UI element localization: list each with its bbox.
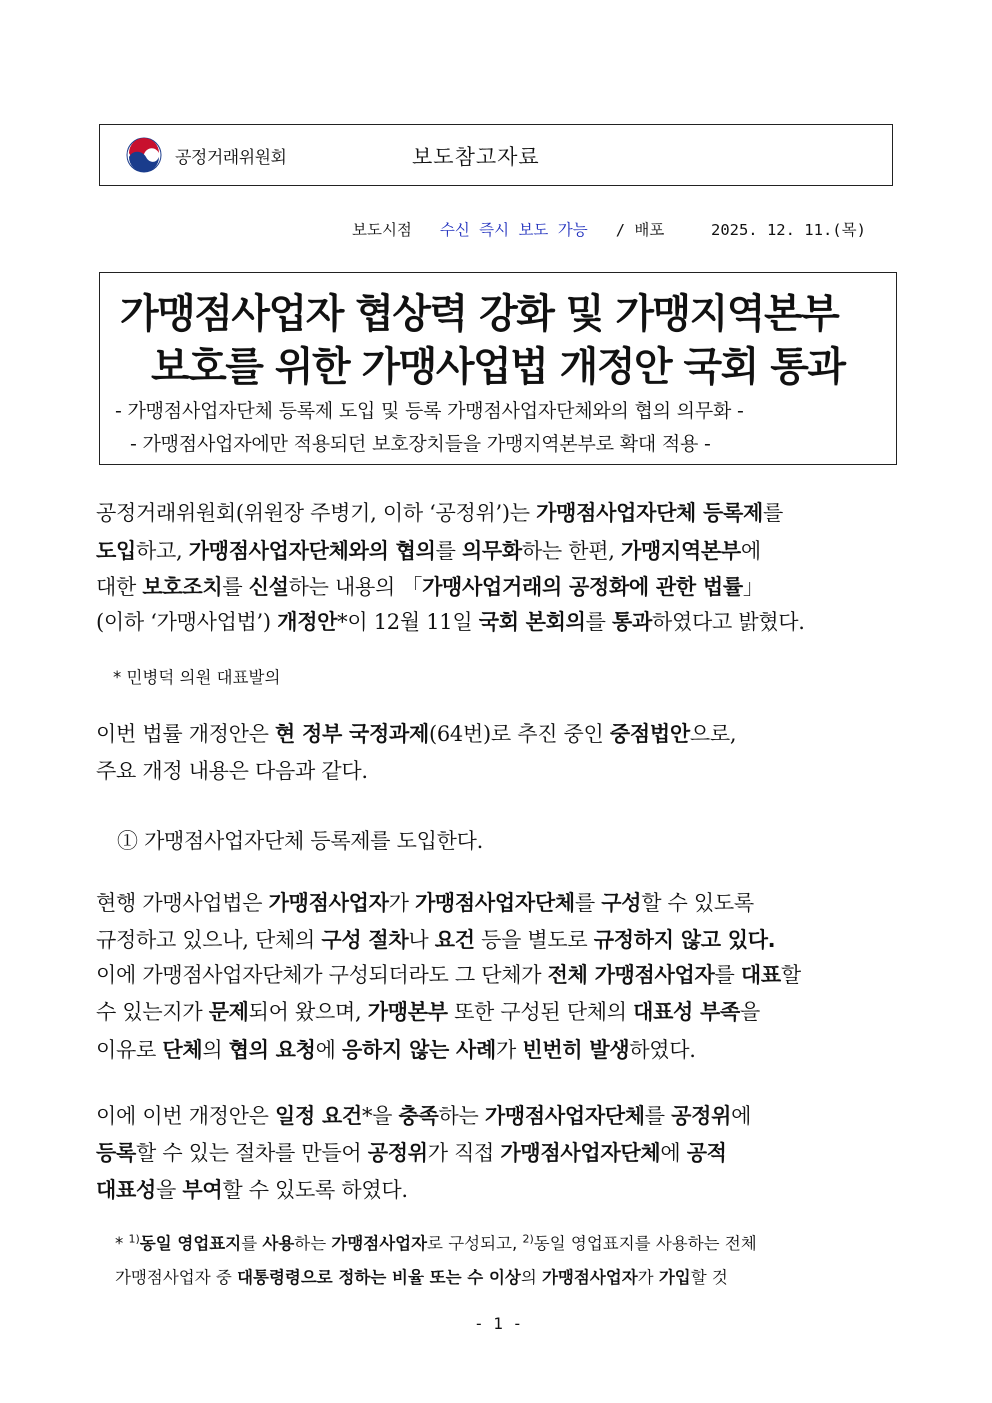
plain-text: 를 xyxy=(241,1234,263,1253)
title-line-1: 가맹점사업자 협상력 강화 및 가맹지역본부 xyxy=(120,291,839,337)
emphasis-text: 대통령령으로 정하는 비율 또는 수 이상 xyxy=(237,1268,521,1287)
text-line xyxy=(96,577,764,598)
emphasis-text: 가맹점사업자 xyxy=(268,891,389,915)
plain-text: 하는 내용의 「 xyxy=(288,575,423,599)
text-line xyxy=(96,761,368,782)
emphasis-text: 보호조치 xyxy=(142,575,223,599)
release-date: 2025. 12. 11.(목) xyxy=(710,221,866,239)
plain-text: 되어 왔으며, xyxy=(248,1000,368,1024)
emphasis-text: 통과 xyxy=(612,610,653,634)
emphasis-text: 문제 xyxy=(208,1000,249,1024)
emphasis-text: 충족 xyxy=(398,1104,439,1128)
emphasis-text: 빈번히 발생 xyxy=(522,1038,630,1062)
release-info xyxy=(352,218,866,240)
plain-text: 또한 구성된 단체의 xyxy=(447,1000,634,1024)
plain-text: 할 것 xyxy=(690,1268,728,1287)
plain-text: 의 xyxy=(202,1038,229,1062)
plain-text: 하는 한편, xyxy=(521,539,621,563)
text-line xyxy=(96,503,783,524)
text-line xyxy=(96,541,761,562)
plain-text: 대한 xyxy=(96,575,143,599)
plain-text: 등을 별도로 xyxy=(474,928,594,952)
emphasis-text: 가맹점사업자단체 xyxy=(484,1104,645,1128)
text-line xyxy=(96,1002,760,1023)
footnote-marker: 2) xyxy=(522,1232,534,1246)
plain-text: 를 xyxy=(714,963,741,987)
emphasis-text: 신설 xyxy=(248,575,289,599)
government-emblem-icon xyxy=(125,136,163,174)
plain-text: 가 xyxy=(637,1268,659,1287)
text-line xyxy=(96,893,754,914)
emphasis-text: 동일 영업표지 xyxy=(139,1234,242,1253)
emphasis-text: 협의 요청 xyxy=(228,1038,316,1062)
emphasis-text: 가맹점사업자단체 xyxy=(414,891,575,915)
plain-text: 이유로 xyxy=(96,1038,163,1062)
emphasis-text: 가맹지역본부 xyxy=(620,539,741,563)
plain-text: 하는 xyxy=(294,1234,332,1253)
emphasis-text: 가맹사업거래의 공정화에 관한 법률 xyxy=(422,575,743,599)
emphasis-text: 응하지 않는 사례 xyxy=(342,1038,496,1062)
plain-text: 가 xyxy=(495,1038,523,1062)
emphasis-text: 사용 xyxy=(262,1234,295,1253)
plain-text: 에 xyxy=(740,539,761,563)
section-heading-1: ① 가맹점사업자단체 등록제를 도입한다. xyxy=(117,829,483,853)
plain-text: 에 xyxy=(660,1141,687,1165)
emphasis-text: 가맹점사업자단체 등록제 xyxy=(536,501,764,525)
plain-text: 동일 영업표지를 사용하는 전체 xyxy=(533,1234,757,1253)
text-line xyxy=(96,1180,408,1201)
plain-text: 가맹점사업자 중 xyxy=(115,1268,238,1287)
text-line xyxy=(96,930,775,951)
text-line xyxy=(96,965,801,986)
plain-text: 하고, xyxy=(135,539,189,563)
emphasis-text: 대표성 xyxy=(96,1178,156,1202)
plain-text: 로 구성되고, xyxy=(427,1234,523,1253)
emphasis-text: 부여 xyxy=(182,1178,223,1202)
emphasis-text: 공정위 xyxy=(671,1104,732,1128)
plain-text: * xyxy=(115,1234,129,1253)
plain-text: 할 수 있는 절차를 만들어 xyxy=(135,1141,368,1165)
plain-text: 를 xyxy=(435,539,462,563)
plain-text: 가 직접 xyxy=(427,1141,501,1165)
plain-text: 규정하고 있으나, 단체의 xyxy=(96,928,322,952)
emphasis-text: 가맹점사업자단체 xyxy=(500,1141,661,1165)
emphasis-text: 대표성 부족 xyxy=(633,1000,741,1024)
emphasis-text: 등록 xyxy=(96,1141,136,1165)
plain-text: 에 xyxy=(315,1038,343,1062)
release-separator: / 배포 xyxy=(615,221,665,239)
text-line xyxy=(96,1106,751,1127)
plain-text: 으로, xyxy=(689,722,737,746)
plain-text: 가 xyxy=(388,891,415,915)
subtitle-line-1: - 가맹점사업자단체 등록제 도입 및 등록 가맹점사업자단체와의 협의 의무화 - xyxy=(115,400,744,422)
plain-text: 을 xyxy=(740,1000,761,1024)
emphasis-text: 가입 xyxy=(658,1268,691,1287)
plain-text: 수 있는지가 xyxy=(96,1000,209,1024)
emphasis-text: 전체 가맹점사업자 xyxy=(547,963,715,987)
emphasis-text: 대표 xyxy=(740,963,781,987)
text-line xyxy=(96,724,736,745)
plain-text: 하였다고 밝혔다. xyxy=(652,610,805,634)
plain-text: (이하 ‘가맹사업법’) xyxy=(96,610,278,634)
release-timing: 수신 즉시 보도 가능 xyxy=(439,221,588,239)
plain-text: 을 xyxy=(155,1178,183,1202)
plain-text: 이번 법률 개정안은 xyxy=(96,722,276,746)
plain-text: 나 xyxy=(408,928,435,952)
plain-text: 공정거래위원회(위원장 주병기, 이하 ‘공정위’)는 xyxy=(96,501,537,525)
title-line-2: 보호를 위한 가맹사업법 개정안 국회 통과 xyxy=(151,344,845,390)
emphasis-text: 개정안 xyxy=(277,610,338,634)
emphasis-text: 가맹점사업자 xyxy=(542,1268,638,1287)
plain-text: 」 xyxy=(742,575,764,599)
plain-text: (64번)로 추진 중인 xyxy=(428,722,610,746)
emphasis-text: 요건 xyxy=(434,928,475,952)
emphasis-text: 국회 본회의 xyxy=(478,610,586,634)
plain-text: *을 xyxy=(361,1104,399,1128)
plain-text: 이에 가맹점사업자단체가 구성되더라도 그 단체가 xyxy=(96,963,548,987)
emphasis-text: 공적 xyxy=(686,1141,727,1165)
footnote-line xyxy=(115,1264,728,1288)
doc-type-label: 보도참고자료 xyxy=(412,145,540,169)
plain-text: 이에 이번 개정안은 xyxy=(96,1104,276,1128)
emphasis-text: 일정 요건 xyxy=(275,1104,362,1128)
plain-text: 를 xyxy=(574,891,602,915)
emphasis-text: 구성 xyxy=(601,891,642,915)
page-number: - 1 - xyxy=(474,1314,523,1333)
text-line xyxy=(96,612,805,633)
org-name: 공정거래위원회 xyxy=(175,148,287,168)
emphasis-text: 현 정부 국정과제 xyxy=(275,722,429,746)
emphasis-text: 가맹본부 xyxy=(367,1000,448,1024)
release-label: 보도시점 xyxy=(352,221,412,239)
plain-text: 하였다. xyxy=(629,1038,696,1062)
plain-text: 하는 xyxy=(438,1104,485,1128)
plain-text: 를 xyxy=(585,610,613,634)
emphasis-text: 가맹점사업자단체와의 협의 xyxy=(188,539,436,563)
plain-text: 에 xyxy=(731,1104,752,1128)
plain-text: 를 xyxy=(644,1104,672,1128)
emphasis-text: 도입 xyxy=(96,539,136,563)
emphasis-text: 단체 xyxy=(162,1038,203,1062)
footnote-1: * 민병덕 의원 대표발의 xyxy=(113,668,281,687)
plain-text: 할 xyxy=(780,963,801,987)
plain-text: 현행 가맹사업법은 xyxy=(96,891,269,915)
emphasis-text: 규정하지 않고 있다. xyxy=(593,928,776,952)
footnote-marker: 1) xyxy=(128,1232,140,1246)
emphasis-text: 공정위 xyxy=(367,1141,428,1165)
plain-text: 주요 개정 내용은 다음과 같다. xyxy=(96,759,368,783)
plain-text: 의 xyxy=(520,1268,543,1287)
text-line xyxy=(96,1143,727,1164)
text-line xyxy=(96,1040,696,1061)
emphasis-text: 중점법안 xyxy=(609,722,690,746)
emphasis-text: 구성 절차 xyxy=(321,928,409,952)
plain-text: 할 수 있도록 하였다. xyxy=(222,1178,408,1202)
subtitle-line-2: - 가맹점사업자에만 적용되던 보호장치들을 가맹지역본부로 확대 적용 - xyxy=(130,433,711,455)
plain-text: 를 xyxy=(222,575,249,599)
emphasis-text: 가맹점사업자 xyxy=(331,1234,428,1253)
emphasis-text: 의무화 xyxy=(461,539,522,563)
plain-text: 를 xyxy=(763,501,784,525)
plain-text: *이 12월 11일 xyxy=(337,610,479,634)
footnote-line xyxy=(115,1230,757,1254)
plain-text: 할 수 있도록 xyxy=(641,891,754,915)
